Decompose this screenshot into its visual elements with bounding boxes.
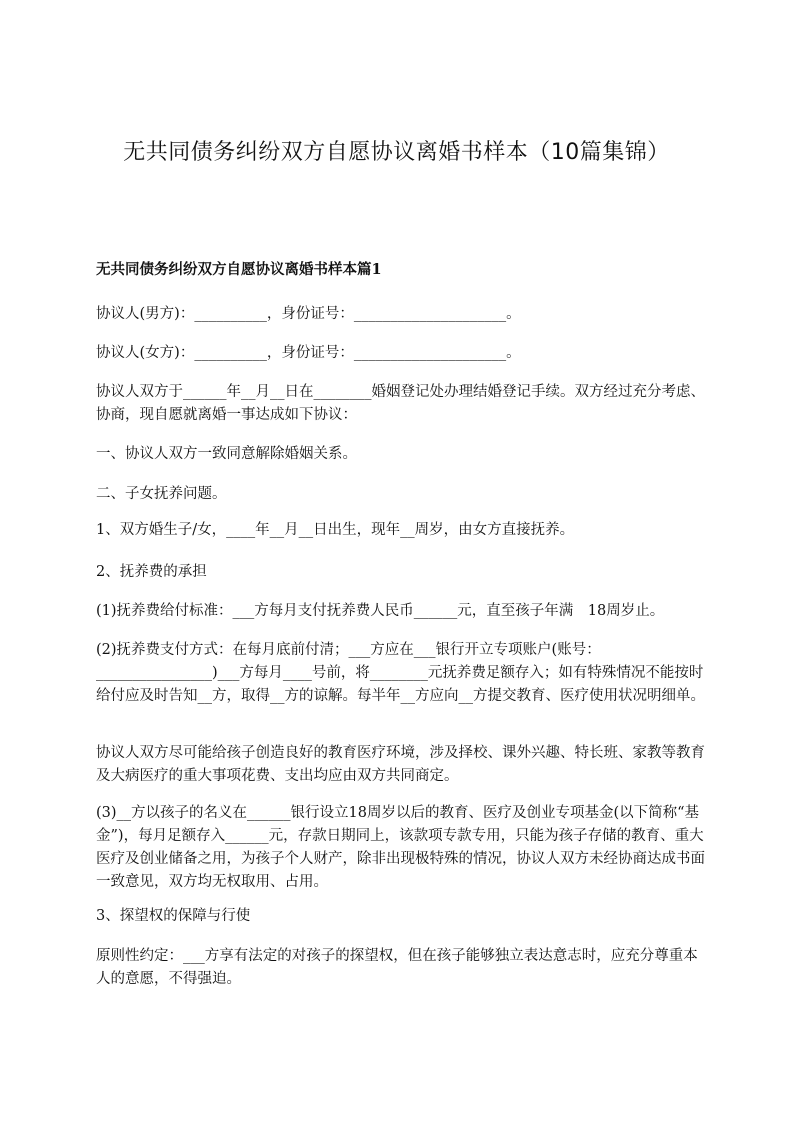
visitation-principle-paragraph: 原则性约定：___方享有法定的对孩子的探望权，但在孩子能够独立表达意志时，应充分尊重本人的意愿，不得强迫。: [96, 948, 698, 987]
support-payment-paragraph: (2)抚养费支付方式：在每月底前付清；___方应在___银行开立专项账户(账号：________________)___方每月____号前，将________元抚养费足额存入；如有特殊情况不能按时给付应及时告知__方，取得__方的谅解。每半年__方应向__方提交教育、医疗使用状况明细单。: [96, 642, 705, 704]
fund-paragraph: (3)__方以孩子的名义在______银行设立18周岁以后的教育、医疗及创业专项基金(以下简称“基金”)，每月足额存入______元，存款日期同上，该款项专款专用，只能为孩子存储的教育、重大医疗及创业储备之用，为孩子个人财产，除非出现极特殊的情况，协议人双方未经协商达成书面一致意见，双方均无权取用、占用。: [96, 805, 705, 890]
clause-3-visitation-heading: 3、探望权的保障与行使: [96, 908, 251, 924]
clause-2-2-support-heading: 2、抚养费的承担: [96, 564, 207, 580]
clause-2-1-child: 1、双方婚生子/女，____年__月__日出生，现年__周岁，由女方直接抚养。: [96, 522, 575, 538]
marriage-registration-paragraph: 协议人双方于______年__月__日在________婚姻登记处办理结婚登记手续。双方经过充分考虑、协商，现自愿就离婚一事达成如下协议：: [96, 384, 705, 423]
document-title: 无共同债务纠纷双方自愿协议离婚书样本（10篇集锦）: [123, 140, 670, 165]
section-heading: 无共同债务纠纷双方自愿协议离婚书样本篇1: [96, 261, 382, 278]
education-medical-paragraph: 协议人双方尽可能给孩子创造良好的教育医疗环境，涉及择校、课外兴趣、特长班、家教等教育及大病医疗的重大事项花费、支出均应由双方共同商定。: [96, 745, 705, 784]
male-party-line: 协议人(男方)：__________，身份证号：_____________________。: [96, 306, 521, 322]
clause-2-child-custody: 二、子女抚养问题。: [96, 486, 227, 502]
support-standard-paragraph: (1)抚养费给付标准：___方每月支付抚养费人民币______元，直至孩子年满 18周岁止。: [96, 603, 665, 619]
female-party-line: 协议人(女方)：__________，身份证号：_____________________。: [96, 345, 521, 361]
clause-1-divorce: 一、协议人双方一致同意解除婚姻关系。: [96, 446, 357, 462]
